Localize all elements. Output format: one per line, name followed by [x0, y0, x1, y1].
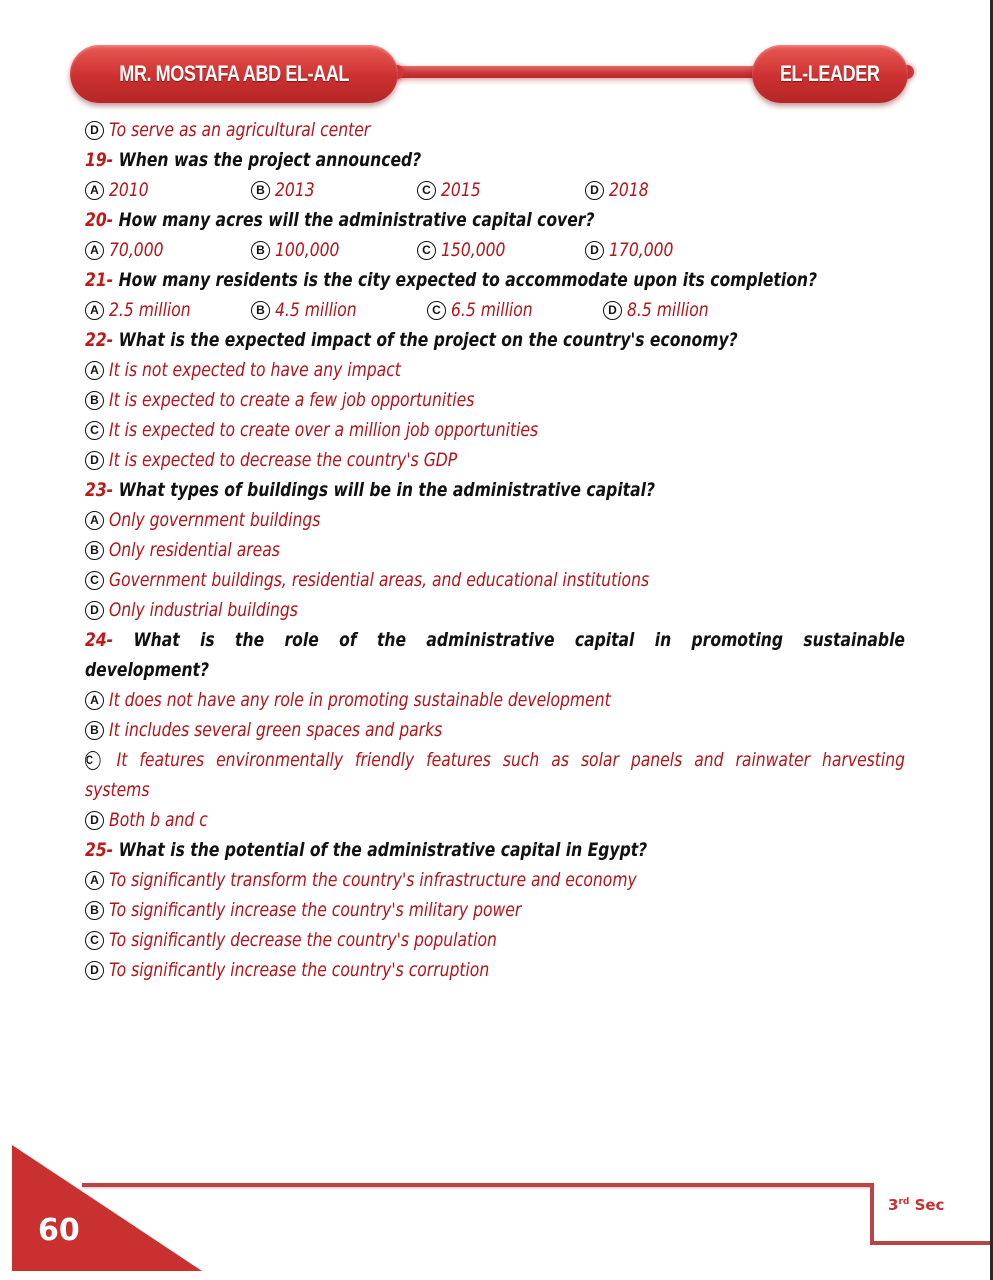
- question-number: 24-: [85, 629, 114, 651]
- option-d[interactable]: [585, 175, 657, 205]
- option-text: Both b and c: [109, 809, 208, 831]
- option-letter-icon: B: [251, 181, 270, 200]
- option-c[interactable]: [85, 415, 905, 445]
- option-letter-icon: D: [85, 451, 104, 470]
- option-text: 2013: [275, 179, 315, 201]
- option-b[interactable]: [85, 535, 905, 565]
- option-d[interactable]: [85, 445, 905, 475]
- options-row: [85, 175, 905, 205]
- page-number: 60: [38, 1213, 80, 1248]
- question-text: What is the role of the administrative capital in promoting sustainable development?: [85, 629, 905, 681]
- option-text: 8.5 million: [627, 299, 709, 321]
- option-b[interactable]: [251, 295, 427, 325]
- option-text: 2010: [109, 179, 149, 201]
- option-letter-icon: A: [85, 691, 104, 710]
- option-a[interactable]: [85, 865, 905, 895]
- option-c[interactable]: [427, 295, 603, 325]
- option-letter-icon: C: [85, 571, 104, 590]
- author-name: MR. MOSTAFA ABD EL-AAL: [119, 61, 349, 86]
- option-a[interactable]: [85, 235, 251, 265]
- option-letter-icon: A: [85, 241, 104, 260]
- option-letter-icon: C: [85, 751, 101, 770]
- footer-line-lower: [870, 1241, 990, 1245]
- option-letter-icon: A: [85, 301, 104, 320]
- options-row: [85, 235, 905, 265]
- option-letter-icon: B: [251, 301, 270, 320]
- option-b[interactable]: [251, 235, 417, 265]
- option-text: 4.5 million: [275, 299, 357, 321]
- option-a[interactable]: [85, 505, 905, 535]
- option-d[interactable]: [603, 295, 727, 325]
- footer-step: [870, 1183, 874, 1245]
- grade-text: Sec: [914, 1196, 945, 1214]
- option-text: 2.5 million: [109, 299, 191, 321]
- option-letter-icon: D: [603, 301, 622, 320]
- question-number: 23-: [85, 479, 114, 501]
- question-text: What is the potential of the administrative capital in Egypt?: [118, 839, 648, 861]
- grade-number: 3: [888, 1196, 899, 1214]
- question-text: How many acres will the administrative capital cover?: [118, 209, 595, 231]
- question-number: 19-: [85, 149, 114, 171]
- option-text: 6.5 million: [451, 299, 533, 321]
- option-text: To serve as an agricultural center: [109, 119, 371, 141]
- option-letter-icon: D: [585, 181, 604, 200]
- question-text: How many residents is the city expected to accommodate upon its completion?: [118, 269, 818, 291]
- option-a[interactable]: [85, 355, 905, 385]
- option-letter-icon: B: [85, 391, 104, 410]
- option-text: 2015: [441, 179, 481, 201]
- option-text: To significantly increase the country's military power: [109, 899, 522, 921]
- option-letter-icon: A: [85, 871, 104, 890]
- brand-name: EL-LEADER: [780, 61, 880, 86]
- option-letter-icon: C: [85, 421, 104, 440]
- question-number: 20-: [85, 209, 114, 231]
- option-letter-icon: C: [417, 241, 436, 260]
- option-text: To significantly transform the country's infrastructure and economy: [109, 869, 637, 891]
- option-text: It is not expected to have any impact: [109, 359, 401, 381]
- option-letter-icon: C: [85, 931, 104, 950]
- option-line: [85, 115, 905, 145]
- option-text: It is expected to decrease the country's GDP: [109, 449, 458, 471]
- option-letter-icon: B: [85, 541, 104, 560]
- option-c[interactable]: [417, 235, 585, 265]
- option-text: It is expected to create a few job opportunities: [109, 389, 475, 411]
- option-b[interactable]: [251, 175, 417, 205]
- option-text: Only residential areas: [109, 539, 280, 561]
- question-20: [85, 205, 905, 235]
- option-text: Only industrial buildings: [109, 599, 298, 621]
- option-letter-icon: A: [85, 511, 104, 530]
- question-23: [85, 475, 905, 505]
- option-text: 170,000: [609, 239, 674, 261]
- option-text: 2018: [609, 179, 649, 201]
- option-d[interactable]: [85, 955, 905, 985]
- option-letter-icon: D: [585, 241, 604, 260]
- option-text: Government buildings, residential areas, and educational institutions: [109, 569, 650, 591]
- question-number: 25-: [85, 839, 114, 861]
- grade-suffix: rd: [898, 1197, 910, 1207]
- question-list: [85, 115, 905, 985]
- option-c[interactable]: [417, 175, 585, 205]
- question-number: 21-: [85, 269, 114, 291]
- option-letter-icon: B: [85, 901, 104, 920]
- option-letter-icon: B: [251, 241, 270, 260]
- option-text: 70,000: [109, 239, 164, 261]
- option-c[interactable]: [85, 565, 905, 595]
- author-pill: [70, 45, 398, 103]
- option-letter-icon: D: [85, 961, 104, 980]
- question-text: What is the expected impact of the project on the country's economy?: [118, 329, 738, 351]
- option-c[interactable]: [85, 745, 905, 805]
- options-row: [85, 295, 905, 325]
- option-a[interactable]: [85, 175, 251, 205]
- grade-label: [888, 1196, 944, 1214]
- option-letter-icon: C: [417, 181, 436, 200]
- option-text: 150,000: [441, 239, 506, 261]
- option-letter-icon: A: [85, 361, 104, 380]
- option-letter-icon: B: [85, 721, 104, 740]
- question-text: What types of buildings will be in the administrative capital?: [118, 479, 656, 501]
- option-letter-icon: D: [85, 811, 104, 830]
- option-text: 100,000: [275, 239, 340, 261]
- question-25: [85, 835, 905, 865]
- question-text: When was the project announced?: [118, 149, 422, 171]
- brand-pill: [752, 45, 908, 103]
- header-bar: [380, 66, 780, 78]
- option-a[interactable]: [85, 685, 905, 715]
- option-letter-icon: A: [85, 181, 104, 200]
- option-b[interactable]: [85, 895, 905, 925]
- question-24: [85, 625, 905, 685]
- option-a[interactable]: [85, 295, 251, 325]
- option-text: It includes several green spaces and parks: [109, 719, 443, 741]
- option-text: It features environmentally friendly features such as solar panels and rainwater harvesting systems: [85, 749, 906, 801]
- page-number-triangle: [12, 1145, 202, 1271]
- option-text: To significantly decrease the country's population: [109, 929, 497, 951]
- option-c[interactable]: [85, 925, 905, 955]
- question-22: [85, 325, 905, 355]
- option-letter-icon: C: [427, 301, 446, 320]
- option-text: To significantly increase the country's corruption: [109, 959, 490, 981]
- option-letter-icon: D: [85, 601, 104, 620]
- option-text: It does not have any role in promoting sustainable development: [109, 689, 611, 711]
- option-b[interactable]: [85, 385, 905, 415]
- option-d[interactable]: [585, 235, 688, 265]
- option-d[interactable]: [85, 595, 905, 625]
- option-text: Only government buildings: [109, 509, 321, 531]
- option-letter-icon: D: [85, 121, 104, 140]
- question-number: 22-: [85, 329, 114, 351]
- question-21: [85, 265, 905, 295]
- option-b[interactable]: [85, 715, 905, 745]
- option-text: It is expected to create over a million job opportunities: [109, 419, 539, 441]
- option-d[interactable]: [85, 805, 905, 835]
- question-19: [85, 145, 905, 175]
